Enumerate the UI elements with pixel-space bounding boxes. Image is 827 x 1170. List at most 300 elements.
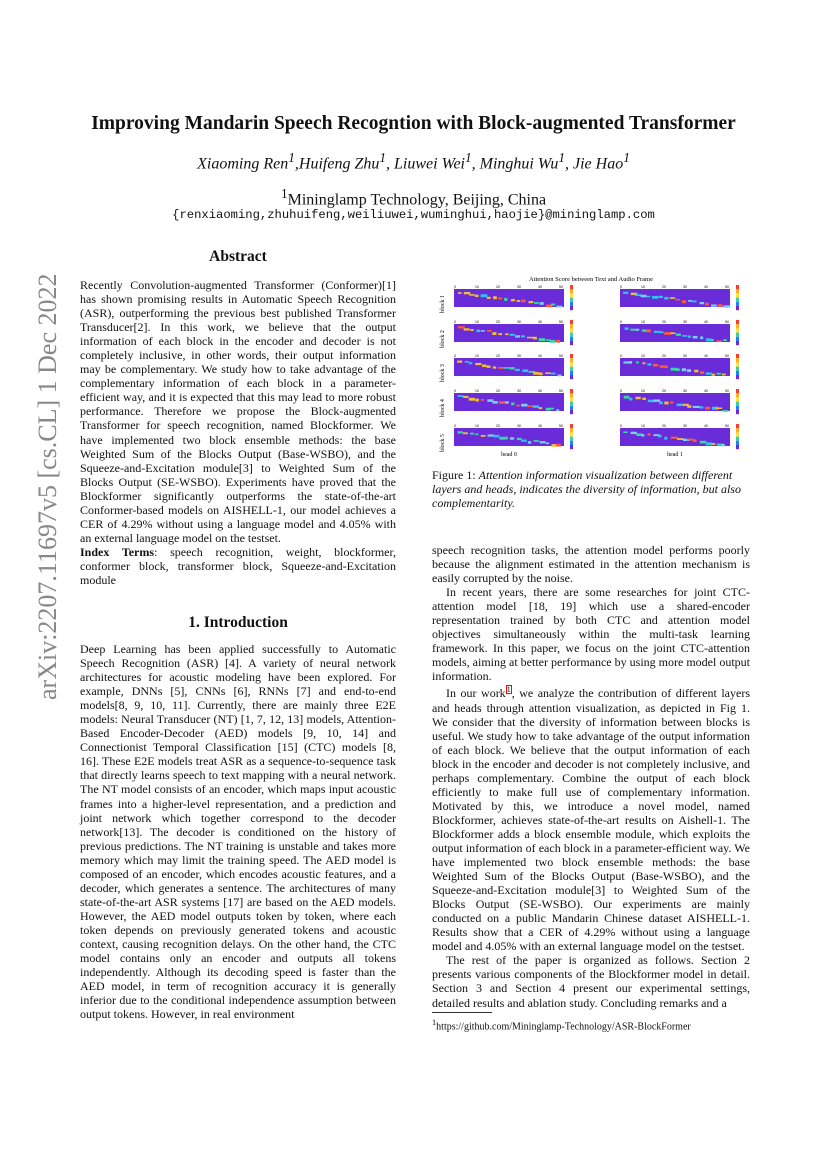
attention-cell <box>504 367 510 369</box>
tick-label: 50 <box>559 389 563 393</box>
attention-cell <box>463 396 468 398</box>
attention-cell <box>510 437 514 439</box>
colorbar-segment <box>570 410 573 414</box>
attention-cell <box>687 405 691 408</box>
colorbar-segment <box>736 293 739 297</box>
attention-cell <box>647 296 651 298</box>
tick-label: 10 <box>641 424 645 428</box>
tick-label: 10 <box>641 389 645 393</box>
column-label: head 1 <box>667 452 683 458</box>
attention-cell <box>711 443 715 445</box>
column-label: head 0 <box>501 452 517 458</box>
tick-label: 50 <box>725 424 729 428</box>
attention-cell <box>551 303 555 305</box>
attention-cell <box>481 330 485 332</box>
tick-label: 30 <box>683 424 687 428</box>
attention-cell <box>635 397 640 399</box>
affiliation: $^1$Mininglamp Technology, Beijing, China <box>280 186 547 209</box>
attention-cell <box>528 405 534 407</box>
tick-label: 40 <box>538 354 542 358</box>
attention-cell <box>700 302 705 304</box>
row-label: block 5 <box>440 434 446 452</box>
footnote-url[interactable]: https://github.com/Mininglamp-Technology/ASR-BlockFormer <box>436 1021 691 1033</box>
author-affiliation-mark: 1 <box>379 150 387 165</box>
colorbar-segment <box>570 328 573 332</box>
attention-cell <box>475 363 481 365</box>
abstract-body <box>80 278 396 587</box>
colorbar-segment <box>570 441 573 445</box>
attention-cell <box>716 340 721 342</box>
colorbar-segment <box>736 298 739 302</box>
attention-cell <box>556 409 559 411</box>
attention-cell <box>539 407 542 409</box>
attention-cell <box>711 339 714 341</box>
attention-cell <box>487 330 492 332</box>
attention-cell <box>475 295 479 297</box>
attention-cell <box>722 444 725 446</box>
tick-label: 20 <box>496 354 500 358</box>
abstract-heading: Abstract <box>209 248 267 265</box>
attention-cell <box>558 374 562 376</box>
tick-label: 20 <box>662 320 666 324</box>
tick-label: 0 <box>620 354 622 358</box>
tick-label: 50 <box>559 354 563 358</box>
attention-cell <box>706 372 712 374</box>
tick-label: 10 <box>475 285 479 289</box>
colorbar-segment <box>570 333 573 337</box>
colorbar-segment <box>570 428 573 432</box>
attention-cell <box>636 362 639 364</box>
attention-cell <box>693 439 697 442</box>
attention-cell <box>677 404 683 407</box>
attention-cell <box>647 363 651 365</box>
attention-cell <box>550 340 555 343</box>
attention-cell <box>693 336 698 339</box>
tick-label: 50 <box>725 389 729 393</box>
section-heading-introduction: 1. Introduction <box>188 614 288 631</box>
colorbar-segment <box>570 393 573 397</box>
attention-cell <box>529 301 534 303</box>
attention-cell <box>505 401 508 403</box>
attention-cell <box>510 367 515 370</box>
tick-label: 10 <box>475 424 479 428</box>
tick-label: 40 <box>538 389 542 393</box>
tick-label: 0 <box>620 424 622 428</box>
attention-cell <box>670 297 675 299</box>
attention-cell <box>642 398 646 400</box>
intro-paragraph: Deep Learning has been applied successfully to Automatic Speech Recognition (ASR) [4]. A variety of neural network architectures for acoustic modeling have been explored. For example, DNNs [5], CNNs [6], RNNs [7] and end-to-end models[8, 9, 10, 11]. Currently, there are mainly three E2E models: Neural Transducer (NT) [1, 7, 12, 13] models, Attention-Based Encoder-Decoder (AED) models [9, 10, 14] and Connectionist Temporal Classification [15] (CTC) models [8, 16]. These E2E models treat ASR as a sequence-to-sequence task that directly learns speech to text mapping with a neural network. The NT model consists of an encoder, which maps input acoustic frames into a higher-level representation, and a prediction and joint network which together correspond to the decoder network[13]. The decoder is conditioned on the history of previous predictions. The NT training is unstable and takes more memory which may limit the training speed. The AED model is composed of an encoder, which encodes acoustic features, and a decoder, which generates a sentence. The architectures of many state-of-the-art ASR systems [17] are based on the AED models. However, the AED model outputs token by token, where each token depends on previously generated tokens and acoustic context, causing recognition delays. On the other hand, the CTC model contains only an encoder and outputs all tokens independently. Although its decoding speed is faster than the AED model, in term of recognition accuracy it is generally inferior due to the conditional independence assumption between output tokens. However, in real environment <box>80 642 396 1022</box>
attention-cell <box>469 398 475 401</box>
footnote-link[interactable]: 1 <box>506 685 511 695</box>
colorbar-segment <box>570 341 573 345</box>
intro-paragraph: In recent years, there are some researches for joint CTC-attention model [18, 19] which use a shared-encoder representation trained by both CTC and attention model objectives simultaneously within the multi-task learning framework. In this paper, we focus on the joint CTC-attention models, aiming at better performance by using more model output information. <box>432 585 750 684</box>
colorbar-segment <box>570 362 573 366</box>
attention-cell <box>469 362 472 364</box>
attention-cell <box>498 367 504 369</box>
tick-label: 0 <box>620 320 622 324</box>
colorbar-segment <box>736 289 739 293</box>
tick-label: 50 <box>559 285 563 289</box>
attention-cell <box>664 366 668 368</box>
attention-cell <box>682 335 687 337</box>
attention-cell <box>693 300 697 302</box>
footnote: $^1$https://github.com/Mininglamp-Technology/ASR-BlockFormer <box>432 1018 691 1033</box>
author-name: Jie Hao <box>573 155 624 173</box>
attention-cell <box>510 334 515 336</box>
attention-cell <box>641 434 644 436</box>
tick-label: 40 <box>538 320 542 324</box>
attention-cell <box>533 405 539 408</box>
attention-cell <box>511 403 514 406</box>
attention-cell <box>494 435 500 438</box>
arxiv-identifier: arXiv:2207.11697v5 [cs.CL] 1 Dec 2022 <box>33 273 62 700</box>
colorbar-segment <box>570 432 573 436</box>
attention-cell <box>458 292 461 294</box>
tick-label: 40 <box>538 424 542 428</box>
attention-cell <box>463 432 468 434</box>
attention-cell <box>682 300 686 303</box>
attention-cell <box>540 302 544 305</box>
colorbar-segment <box>570 354 573 358</box>
attention-cell <box>694 370 698 373</box>
author-affiliation-mark: 1 <box>288 150 295 165</box>
colorbar-segment <box>736 432 739 436</box>
tick-label: 40 <box>704 424 708 428</box>
colorbar-segment <box>570 358 573 362</box>
colorbar-segment <box>736 302 739 306</box>
tick-label: 40 <box>704 320 708 324</box>
attention-cell <box>623 292 628 294</box>
attention-cell <box>635 294 642 296</box>
attention-cell <box>551 373 556 375</box>
attention-cell <box>723 305 730 307</box>
attention-cell <box>700 336 703 339</box>
attention-cell <box>664 332 671 335</box>
attention-cell <box>718 304 723 307</box>
attention-cell <box>629 398 632 401</box>
attention-cell <box>499 401 505 404</box>
row-label: block 4 <box>440 399 446 417</box>
colorbar-segment <box>570 445 573 449</box>
tick-label: 30 <box>517 285 521 289</box>
attention-cell <box>623 361 629 363</box>
colorbar-segment <box>570 371 573 375</box>
attention-cell <box>653 364 658 367</box>
tick-label: 50 <box>725 285 729 289</box>
tick-label: 20 <box>662 285 666 289</box>
attention-cell <box>458 431 463 433</box>
attention-cell <box>504 298 507 301</box>
tick-label: 40 <box>704 389 708 393</box>
intro-paragraph: The rest of the paper is organized as follows. Section 2 presents various components of the Blockformer model in detail. Section 3 and Section 4 present our experimental settings, detailed results and ablation study. Concluding remarks and a <box>432 953 750 1010</box>
attention-cell <box>722 410 728 412</box>
attention-cell <box>521 440 527 442</box>
colorbar-segment <box>570 320 573 324</box>
tick-label: 0 <box>454 424 456 428</box>
attention-cell <box>688 300 692 302</box>
tick-label: 0 <box>454 320 456 324</box>
tick-label: 10 <box>641 285 645 289</box>
tick-label: 30 <box>683 285 687 289</box>
tick-label: 0 <box>454 354 456 358</box>
tick-label: 20 <box>496 320 500 324</box>
attention-cell <box>675 299 680 301</box>
attention-cell <box>458 326 465 328</box>
colorbar-segment <box>570 285 573 289</box>
attention-cell <box>487 434 494 436</box>
colorbar-segment <box>570 289 573 293</box>
colorbar-segment <box>736 367 739 371</box>
colorbar-segment <box>570 367 573 371</box>
attention-cell <box>676 333 681 335</box>
attention-cell <box>504 437 507 440</box>
attention-cell <box>487 365 491 367</box>
tick-label: 30 <box>517 320 521 324</box>
tick-label: 0 <box>454 389 456 393</box>
footnote-divider <box>432 1012 492 1013</box>
attention-cell <box>493 366 496 368</box>
attention-cell <box>670 332 675 334</box>
attention-cell <box>648 433 651 435</box>
tick-label: 40 <box>704 354 708 358</box>
colorbar-segment <box>736 445 739 449</box>
attention-cell <box>646 329 651 332</box>
tick-label: 20 <box>662 354 666 358</box>
attention-cell <box>654 331 660 333</box>
attention-cell <box>470 329 473 331</box>
colorbar-segment <box>736 337 739 341</box>
attention-cell <box>528 441 531 443</box>
attention-cell <box>546 339 551 341</box>
tick-label: 10 <box>475 389 479 393</box>
attention-cell <box>493 296 497 299</box>
attention-heatmap-grid <box>432 272 750 458</box>
tick-label: 0 <box>620 389 622 393</box>
tick-label: 30 <box>517 424 521 428</box>
tick-label: 20 <box>662 424 666 428</box>
tick-label: 30 <box>683 389 687 393</box>
colorbar-segment <box>570 424 573 428</box>
tick-label: 20 <box>496 389 500 393</box>
colorbar-segment <box>736 371 739 375</box>
attention-cell <box>556 306 562 308</box>
colorbar-segment <box>570 337 573 341</box>
attention-cell <box>631 432 637 434</box>
index-terms: Index Terms: speech recognition, weight, blockformer, conformer block, transformer block, Squeeze-and-Excitation module <box>80 544 396 587</box>
author-name: Minghui Wu <box>479 155 559 173</box>
attention-cell <box>505 333 508 335</box>
paper-title: Improving Mandarin Speech Recogntion with Block-augmented Transformer <box>91 113 736 134</box>
attention-cell <box>556 444 561 447</box>
intro-column-right <box>432 543 750 1010</box>
attention-cell <box>723 339 727 341</box>
attention-cell <box>527 337 533 339</box>
attention-cell <box>659 402 663 405</box>
attention-cell <box>470 433 474 435</box>
attention-cell <box>476 330 480 333</box>
attention-cell <box>552 444 557 447</box>
colorbar-segment <box>736 306 739 310</box>
attention-cell <box>498 333 502 335</box>
attention-cell <box>492 332 496 335</box>
attention-cell <box>517 438 522 440</box>
colorbar-segment <box>736 437 739 441</box>
colorbar-segment <box>736 428 739 432</box>
tick-label: 30 <box>517 354 521 358</box>
attention-cell <box>660 331 664 333</box>
author-affiliation-mark: 1 <box>623 150 630 165</box>
attention-cell <box>699 406 703 408</box>
attention-cell <box>652 296 658 299</box>
attention-cell <box>464 292 471 294</box>
attention-cell <box>533 337 537 340</box>
tick-label: 20 <box>496 285 500 289</box>
row-label: block 3 <box>440 364 446 382</box>
attention-cell <box>546 408 551 411</box>
attention-cell <box>493 401 498 404</box>
attention-cell <box>556 340 560 343</box>
attention-cell <box>648 400 654 403</box>
colorbar-segment <box>736 397 739 401</box>
attention-cell <box>515 369 520 371</box>
intro-paragraph: In our work$^1$, we analyze the contribution of different layers and heads through attention visualization, as depicted in Fig 1. We consider that the diversity of information between blocks is useful. We study how to take advantage of the output information of each block. We believe that the output information of each block in the encoder and decoder is not completely inclusive, and perhaps complementary. Combine the output of each block efficiently to make full use of complementary information. Motivated by this, we introduce a novel model, named Blockformer, achieves state-of-the-art results on Aishell-1. The Blockformer adds a block ensemble module, which exploits the output information of each block in a parameter-efficient way. We have implemented two block ensemble methods: the base Weighted Sum of the Blocks Output (Base-WSBO), and the Squeeze-and-Excitation module[3] to Weighted Sum of the Blocks Output (SE-WSBO). Our experiments are mainly conducted on a public Mandarin Chinese dataset AISHELL-1. Results show that a CER of 4.29% without using a language model and 4.05% with an external language model on the testset. <box>432 685 750 954</box>
attention-cell <box>623 432 627 434</box>
attention-cell <box>642 362 645 364</box>
intro-column-left <box>80 642 396 1021</box>
attention-cell <box>457 361 462 363</box>
colorbar-segment <box>570 306 573 310</box>
attention-cell <box>705 407 710 410</box>
attention-cell <box>533 372 539 375</box>
attention-cell <box>700 371 704 374</box>
attention-cell <box>498 298 502 300</box>
colorbar-segment <box>736 441 739 445</box>
attention-cell <box>516 405 519 407</box>
author-emails[interactable]: {renxiaoming,zhuhuifeng,weiliuwei,wuminghui,haojie}@mininglamp.com <box>172 208 655 222</box>
author-affiliation-mark: 1 <box>558 150 565 165</box>
attention-cell <box>482 364 486 367</box>
attention-cell <box>636 329 639 331</box>
attention-cell <box>534 302 539 304</box>
attention-cell <box>717 373 721 375</box>
colorbar-segment <box>570 302 573 306</box>
colorbar-segment <box>736 333 739 337</box>
colorbar-segment <box>570 375 573 379</box>
attention-cell <box>706 338 711 341</box>
intro-paragraph: speech recognition tasks, the attention model performs poorly because the alignment estimated in the attention mechanism is easily corrupted by the noise. <box>432 543 750 586</box>
attention-cell <box>716 407 722 409</box>
attention-cell <box>664 437 667 440</box>
attention-cell <box>475 434 479 436</box>
row-label: block 2 <box>440 330 446 348</box>
tick-label: 10 <box>641 320 645 324</box>
tick-label: 30 <box>683 354 687 358</box>
colorbar-segment <box>736 320 739 324</box>
tick-label: 30 <box>683 320 687 324</box>
attention-cell <box>630 329 635 331</box>
colorbar-segment <box>570 437 573 441</box>
attention-cell <box>539 338 546 341</box>
tick-label: 50 <box>559 424 563 428</box>
attention-cell <box>546 443 549 445</box>
colorbar-segment <box>736 406 739 410</box>
author-name: Huifeng Zhu <box>298 155 380 173</box>
attention-cell <box>499 437 505 440</box>
colorbar-segment <box>736 285 739 289</box>
attention-cell <box>458 395 464 397</box>
colorbar-segment <box>570 389 573 393</box>
row-label: block 1 <box>440 295 446 313</box>
attention-cell <box>517 300 521 302</box>
attention-cell <box>642 329 647 331</box>
attention-cell <box>521 300 526 303</box>
attention-cell <box>664 402 668 405</box>
figure-caption: Figure 1: Attention information visualization between different layers and heads, indicates the diversity of information, but also complementarity. <box>432 468 741 511</box>
attention-cell <box>682 368 686 371</box>
colorbar-segment <box>736 389 739 393</box>
colorbar-segment <box>736 354 739 358</box>
author-list: Xiaoming Ren$^1$,Huifeng Zhu$^1$, Liuwei Wei$^1$, Minghui Wu$^1$, Jie Hao$^1$ <box>197 150 630 173</box>
attention-panel <box>620 358 730 376</box>
tick-label: 0 <box>620 285 622 289</box>
attention-cell <box>671 437 678 439</box>
colorbar-segment <box>570 298 573 302</box>
colorbar-segment <box>736 328 739 332</box>
attention-cell <box>487 297 491 299</box>
attention-cell <box>687 369 691 372</box>
figure-title: Attention Score between Text and Audio Frame <box>529 276 653 283</box>
attention-cell <box>511 299 515 301</box>
attention-cell <box>641 295 647 297</box>
tick-label: 0 <box>454 285 456 289</box>
attention-cell <box>629 361 632 364</box>
colorbar-segment <box>736 341 739 345</box>
tick-label: 20 <box>496 424 500 428</box>
colorbar-segment <box>736 393 739 397</box>
tick-label: 20 <box>662 389 666 393</box>
attention-cell <box>545 372 551 374</box>
tick-label: 30 <box>517 389 521 393</box>
attention-cell <box>705 303 708 306</box>
attention-cell <box>539 372 543 375</box>
tick-label: 10 <box>475 320 479 324</box>
attention-cell <box>481 435 486 437</box>
attention-cell <box>481 294 488 297</box>
attention-cell <box>469 294 475 296</box>
tick-label: 50 <box>725 354 729 358</box>
author-name: Xiaoming Ren <box>197 155 289 173</box>
attention-cell <box>464 328 470 330</box>
tick-label: 10 <box>641 354 645 358</box>
colorbar-segment <box>736 362 739 366</box>
attention-cell <box>515 335 520 337</box>
attention-cell <box>688 335 691 337</box>
colorbar-segment <box>736 424 739 428</box>
attention-cell <box>670 402 674 404</box>
attention-cell <box>659 296 663 298</box>
colorbar-segment <box>736 358 739 362</box>
attention-cell <box>625 327 629 329</box>
colorbar-segment <box>736 324 739 328</box>
attention-cell <box>481 399 484 401</box>
attention-cell <box>722 374 726 376</box>
colorbar-segment <box>570 402 573 406</box>
tick-label: 50 <box>725 320 729 324</box>
attention-cell <box>475 399 479 402</box>
attention-cell <box>664 297 668 300</box>
author-name: Liuwei Wei <box>394 155 465 173</box>
tick-label: 40 <box>704 285 708 289</box>
